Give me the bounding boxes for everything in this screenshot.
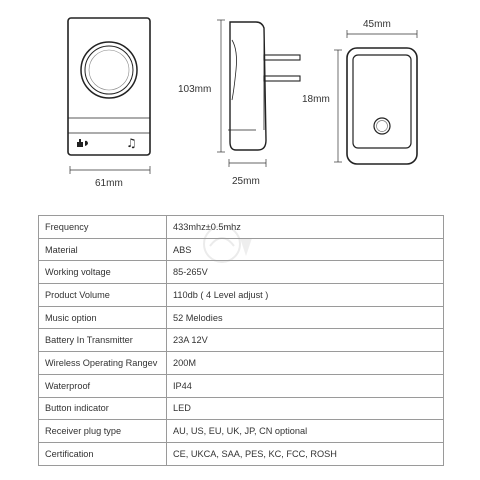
spec-value: LED	[167, 397, 444, 420]
table-row	[39, 397, 444, 420]
table-row	[39, 420, 444, 443]
transmitter-height-label: 18mm	[302, 94, 330, 105]
table-row	[39, 284, 444, 307]
table-row	[39, 442, 444, 465]
table-row	[39, 374, 444, 397]
spec-label: Battery In Transmitter	[39, 329, 167, 352]
spec-label: Receiver plug type	[39, 420, 167, 443]
bell-hand-icon	[76, 138, 90, 148]
specification-table	[38, 215, 444, 466]
table-row	[39, 329, 444, 352]
spec-label: Certification	[39, 442, 167, 465]
product-dimension-drawings	[0, 0, 480, 205]
receiver-front-view	[68, 18, 150, 155]
spec-label: Wireless Operating Rangev	[39, 352, 167, 375]
spec-value: 433mhz±0.5mhz	[167, 216, 444, 239]
receiver-side-view	[228, 22, 300, 150]
spec-label: Frequency	[39, 216, 167, 239]
dimension-lines	[70, 20, 417, 174]
spec-value: CE, UKCA, SAA, PES, KC, FCC, ROSH	[167, 442, 444, 465]
spec-value: 110db ( 4 Level adjust )	[167, 284, 444, 307]
transmitter-view	[347, 48, 417, 164]
spec-value: ABS	[167, 238, 444, 261]
spec-label: Material	[39, 238, 167, 261]
spec-label: Product Volume	[39, 284, 167, 307]
spec-value: IP44	[167, 374, 444, 397]
spec-value: 52 Melodies	[167, 306, 444, 329]
spec-value: 85-265V	[167, 261, 444, 284]
transmitter-width-label: 45mm	[363, 19, 391, 30]
spec-label: Working voltage	[39, 261, 167, 284]
spec-value: 23A 12V	[167, 329, 444, 352]
table-row	[39, 216, 444, 239]
spec-value: 200M	[167, 352, 444, 375]
spec-label: Waterproof	[39, 374, 167, 397]
table-row	[39, 306, 444, 329]
table-row	[39, 352, 444, 375]
receiver-depth-label: 25mm	[232, 176, 260, 187]
table-row	[39, 261, 444, 284]
music-note-icon: ♫	[126, 136, 137, 150]
receiver-speaker-ring	[81, 42, 137, 98]
spec-label: Music option	[39, 306, 167, 329]
spec-value: AU, US, EU, UK, JP, CN optional	[167, 420, 444, 443]
table-row	[39, 238, 444, 261]
spec-label: Button indicator	[39, 397, 167, 420]
receiver-width-label: 61mm	[95, 178, 123, 189]
receiver-height-label: 103mm	[178, 84, 212, 95]
